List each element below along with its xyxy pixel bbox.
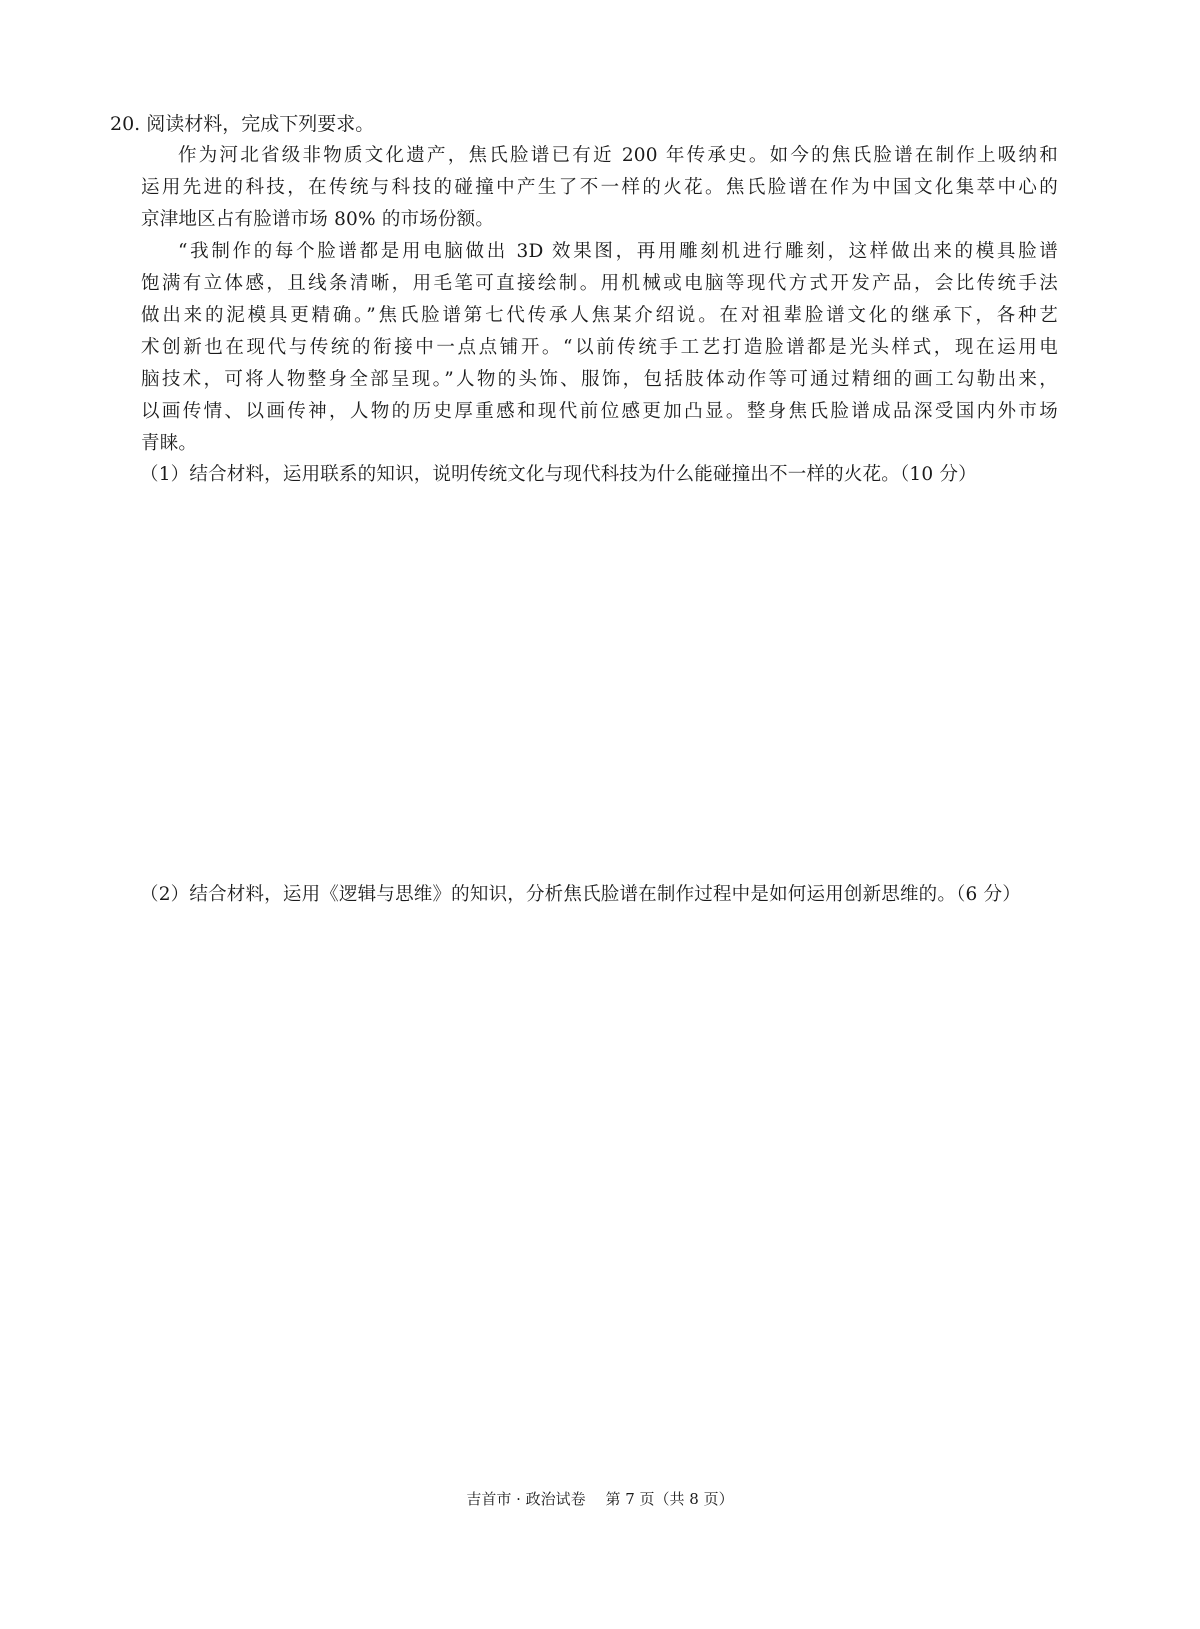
material-line: 作为河北省级非物质文化遗产，焦氏脸谱已有近 200 年传承史。如今的焦氏脸谱在制作上吸纳和 xyxy=(178,145,1058,166)
material-line: 做出来的泥模具更精确。”焦氏脸谱第七代传承人焦某介绍说。在对祖辈脸谱文化的继承下，各种艺 xyxy=(141,305,1058,326)
sub-question-2: （2）结合材料，运用《逻辑与思维》的知识，分析焦氏脸谱在制作过程中是如何运用创新思维的。（6 分） xyxy=(140,884,1021,905)
question-title: 20. 阅读材料，完成下列要求。 xyxy=(110,113,375,135)
material-line: 术创新也在现代与传统的衔接中一点点铺开。“以前传统手工艺打造脸谱都是光头样式，现在运用电 xyxy=(141,337,1058,358)
material-line: 饱满有立体感，且线条清晰，用毛笔可直接绘制。用机械或电脑等现代方式开发产品，会比传统手法 xyxy=(141,273,1058,294)
reading-material xyxy=(141,140,1058,460)
material-line: 运用先进的科技，在传统与科技的碰撞中产生了不一样的火花。焦氏脸谱在作为中国文化集萃中心的 xyxy=(141,177,1058,198)
material-line: 脑技术，可将人物整身全部呈现。”人物的头饰、服饰，包括肢体动作等可通过精细的画工勾勒出来， xyxy=(141,369,1058,390)
material-line: 京津地区占有脸谱市场 80% 的市场份额。 xyxy=(141,209,495,230)
material-line: 青睐。 xyxy=(141,433,198,454)
material-line: 以画传情、以画传神，人物的历史厚重感和现代前位感更加凸显。整身焦氏脸谱成品深受国内外市场 xyxy=(141,401,1058,422)
page-footer: 吉首市 · 政治试卷 第 7 页（共 8 页） xyxy=(466,1490,734,1508)
material-line: “我制作的每个脸谱都是用电脑做出 3D 效果图，再用雕刻机进行雕刻，这样做出来的模具脸谱 xyxy=(178,241,1058,262)
sub-question-1: （1）结合材料，运用联系的知识，说明传统文化与现代科技为什么能碰撞出不一样的火花。（10 分） xyxy=(140,464,977,485)
